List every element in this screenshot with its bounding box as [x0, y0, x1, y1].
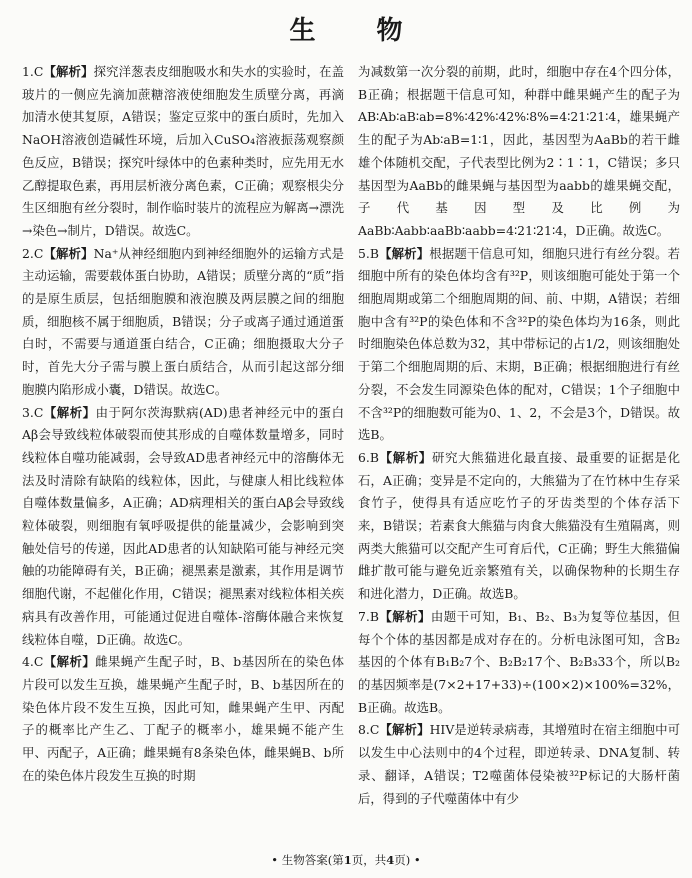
- question-number: 6.B: [358, 449, 379, 465]
- answer-item-8: [358, 719, 680, 810]
- page-footer: [0, 852, 692, 868]
- answer-text: 探究洋葱表皮细胞吸水和失水的实验时，在盖玻片的一侧应先滴加蔗糖溶液使细胞发生质壁分离，再滴加清水使其复原，A错误；鉴定豆浆中的蛋白质时，先加入NaOH溶液创造碱性环境，后加入CuSO₄溶液振荡观察颜色反应，B错误；探究叶绿体中的色素种类时，应先用无水乙醇提取色素，再用层析液分离色素，C正确；观察根尖分生区细胞有丝分裂时，制作临时装片的流程应为解离→漂洗→染色→制片，D错误。故选C。: [22, 64, 345, 238]
- question-number: 5.B: [358, 245, 379, 261]
- footer-suffix: 页) •: [394, 853, 421, 867]
- right-column: [358, 61, 680, 810]
- footer-total-pages: 4: [386, 853, 395, 867]
- question-number: 3.C: [22, 404, 44, 420]
- analysis-tag: 【解析】: [43, 404, 96, 420]
- page-title: 生 物: [289, 16, 429, 46]
- analysis-tag: 【解析】: [43, 64, 94, 79]
- question-number: 4.C: [22, 654, 44, 670]
- question-number: 2.C: [22, 245, 44, 261]
- analysis-tag: 【解析】: [378, 245, 430, 261]
- footer-prefix: • 生物答案(第: [271, 853, 344, 867]
- question-number: 7.B: [358, 608, 379, 624]
- analysis-tag: 【解析】: [43, 245, 94, 261]
- answer-item-7: [358, 606, 680, 720]
- answer-item-6: [358, 447, 680, 606]
- answer-text: 根据题干信息可知，细胞只进行有丝分裂。若细胞中所有的染色体均含有³²P，则该细胞可能处于第一个细胞周期或第二个细胞周期的间、前、中期，A错误；若细胞中含有³²P的染色体和不含³²P的染色体均为16条，则此时细胞染色体总数为32，其中带标记的占1/2，则该细胞处于第二个细胞周期的后、末期，B正确；根据细胞进行有丝分裂，不会发生同源染色体的配对，C错误；1个子细胞中不含³²P的细胞数可能为0、1、2，不会是3个，D错误。故选B。: [358, 245, 681, 443]
- left-column: [22, 61, 344, 788]
- answer-item-1: [22, 61, 344, 243]
- answer-text: 研究大熊猫进化最直接、最重要的证据是化石，A正确；变异是不定向的，大熊猫为了在竹林中生存采食竹子，使得具有适应吃竹子的牙齿类型的个体存活下来，B错误；若素食大熊猫与肉食大熊猫没有生殖隔离，则两类大熊猫可以交配产生可育后代，C正确；野生大熊猫偏雌扩散可能与避免近亲繁殖有关，以确保物种的长期生存和进化潜力，D正确。故选B。: [358, 449, 681, 602]
- answer-item-2: [22, 243, 344, 402]
- answer-text: 为减数第一次分裂的前期，此时，细胞中存在4个四分体，B正确；根据题干信息可知，种群中雌果蝇产生的配子为AB∶Ab∶aB∶ab=8%∶42%∶42%∶8%=4∶21∶21∶4，雄果蝇产生的配子为Ab∶aB=1∶1，因此，基因型为AaBb的若干雌雄个体随机交配，子代表型比例为2∶1∶1，C错误；多只基因型为AaBb的雌果蝇与基因型为aabb的雄果蝇交配，子代基因型及比例为AaBb∶Aabb∶aaBb∶aabb=4∶21∶21∶4，D正确。故选C。: [358, 64, 680, 238]
- footer-middle: 页，共: [351, 853, 387, 867]
- answer-text: 由于阿尔茨海默病(AD)患者神经元中的蛋白Aβ会导致线粒体破裂而使其形成的自噬体数量增多，同时线粒体自噬功能减弱，会导致AD患者神经元中的溶酶体无法及时清除有缺陷的线粒体，因此，与健康人相比线粒体自噬体数量偏多，A正确；AD病理相关的蛋白Aβ会导致线粒体破裂，则细胞有氧呼吸提供的能量减少，会影响到突触处信号的传递，因此AD患者的认知缺陷可能与神经元突触的功能障碍有关，B正确；褪黑素是激素，其作用是调节细胞代谢，不起催化作用，C错误；褪黑素对线粒体相关疾病具有改善作用，可能通过促进自噬体-溶酶体融合来恢复线粒体自噬，D正确。故选C。: [22, 404, 344, 647]
- analysis-tag: 【解析】: [43, 654, 96, 670]
- answer-text: Na⁺从神经细胞内到神经细胞外的运输方式是主动运输，需要载体蛋白协助，A错误；质壁分离的“质”指的是原生质层，包括细胞膜和液泡膜及两层膜之间的细胞质，细胞核不属于细胞质，B错误；分子或离子通过通道蛋白时，不需要与通道蛋白结合，C正确；细胞摄取大分子时，首先大分子需与膜上蛋白质结合，从而引起这部分细胞膜内陷形成小囊，D错误。故选C。: [22, 245, 345, 397]
- analysis-tag: 【解析】: [378, 449, 432, 465]
- answer-item-4: [22, 651, 344, 787]
- answer-item-4-continued: [358, 61, 680, 243]
- question-number: 1.C: [22, 64, 44, 79]
- question-number: 8.C: [358, 722, 380, 738]
- analysis-tag: 【解析】: [378, 608, 431, 624]
- analysis-tag: 【解析】: [379, 722, 430, 738]
- answer-item-3: [22, 402, 344, 652]
- answer-text: HIV是逆转录病毒，其增殖时在宿主细胞中可以发生中心法则中的4个过程，即逆转录、DNA复制、转录、翻译，A错误；T2噬菌体侵染被³²P标记的大肠杆菌后，得到的子代噬菌体中有少: [358, 722, 680, 806]
- answer-text: 由题干可知，B₁、B₂、B₃为复等位基因，但每个个体的基因都是成对存在的。分析电泳图可知，含B₂基因的个体有B₁B₂7个、B₂B₂17个、B₂B₃33个，所以B₂的基因频率是(7×2+17+33)÷(100×2)×100%=32%，B正确。故选B。: [358, 608, 681, 715]
- footer-page-number: 1: [343, 853, 352, 867]
- answer-text: 雌果蝇产生配子时，B、b基因所在的染色体片段可以发生互换，雄果蝇产生配子时，B、b基因所在的染色体片段不发生互换，因此可知，雌果蝇产生甲、丙配子的概率比产生乙、丁配子的概率小，雄果蝇不能产生甲、丙配子，A正确；雌果蝇有8条染色体，雌果蝇B、b所在的染色体片段发生互换的时期: [22, 654, 345, 783]
- answer-item-5: [358, 243, 680, 447]
